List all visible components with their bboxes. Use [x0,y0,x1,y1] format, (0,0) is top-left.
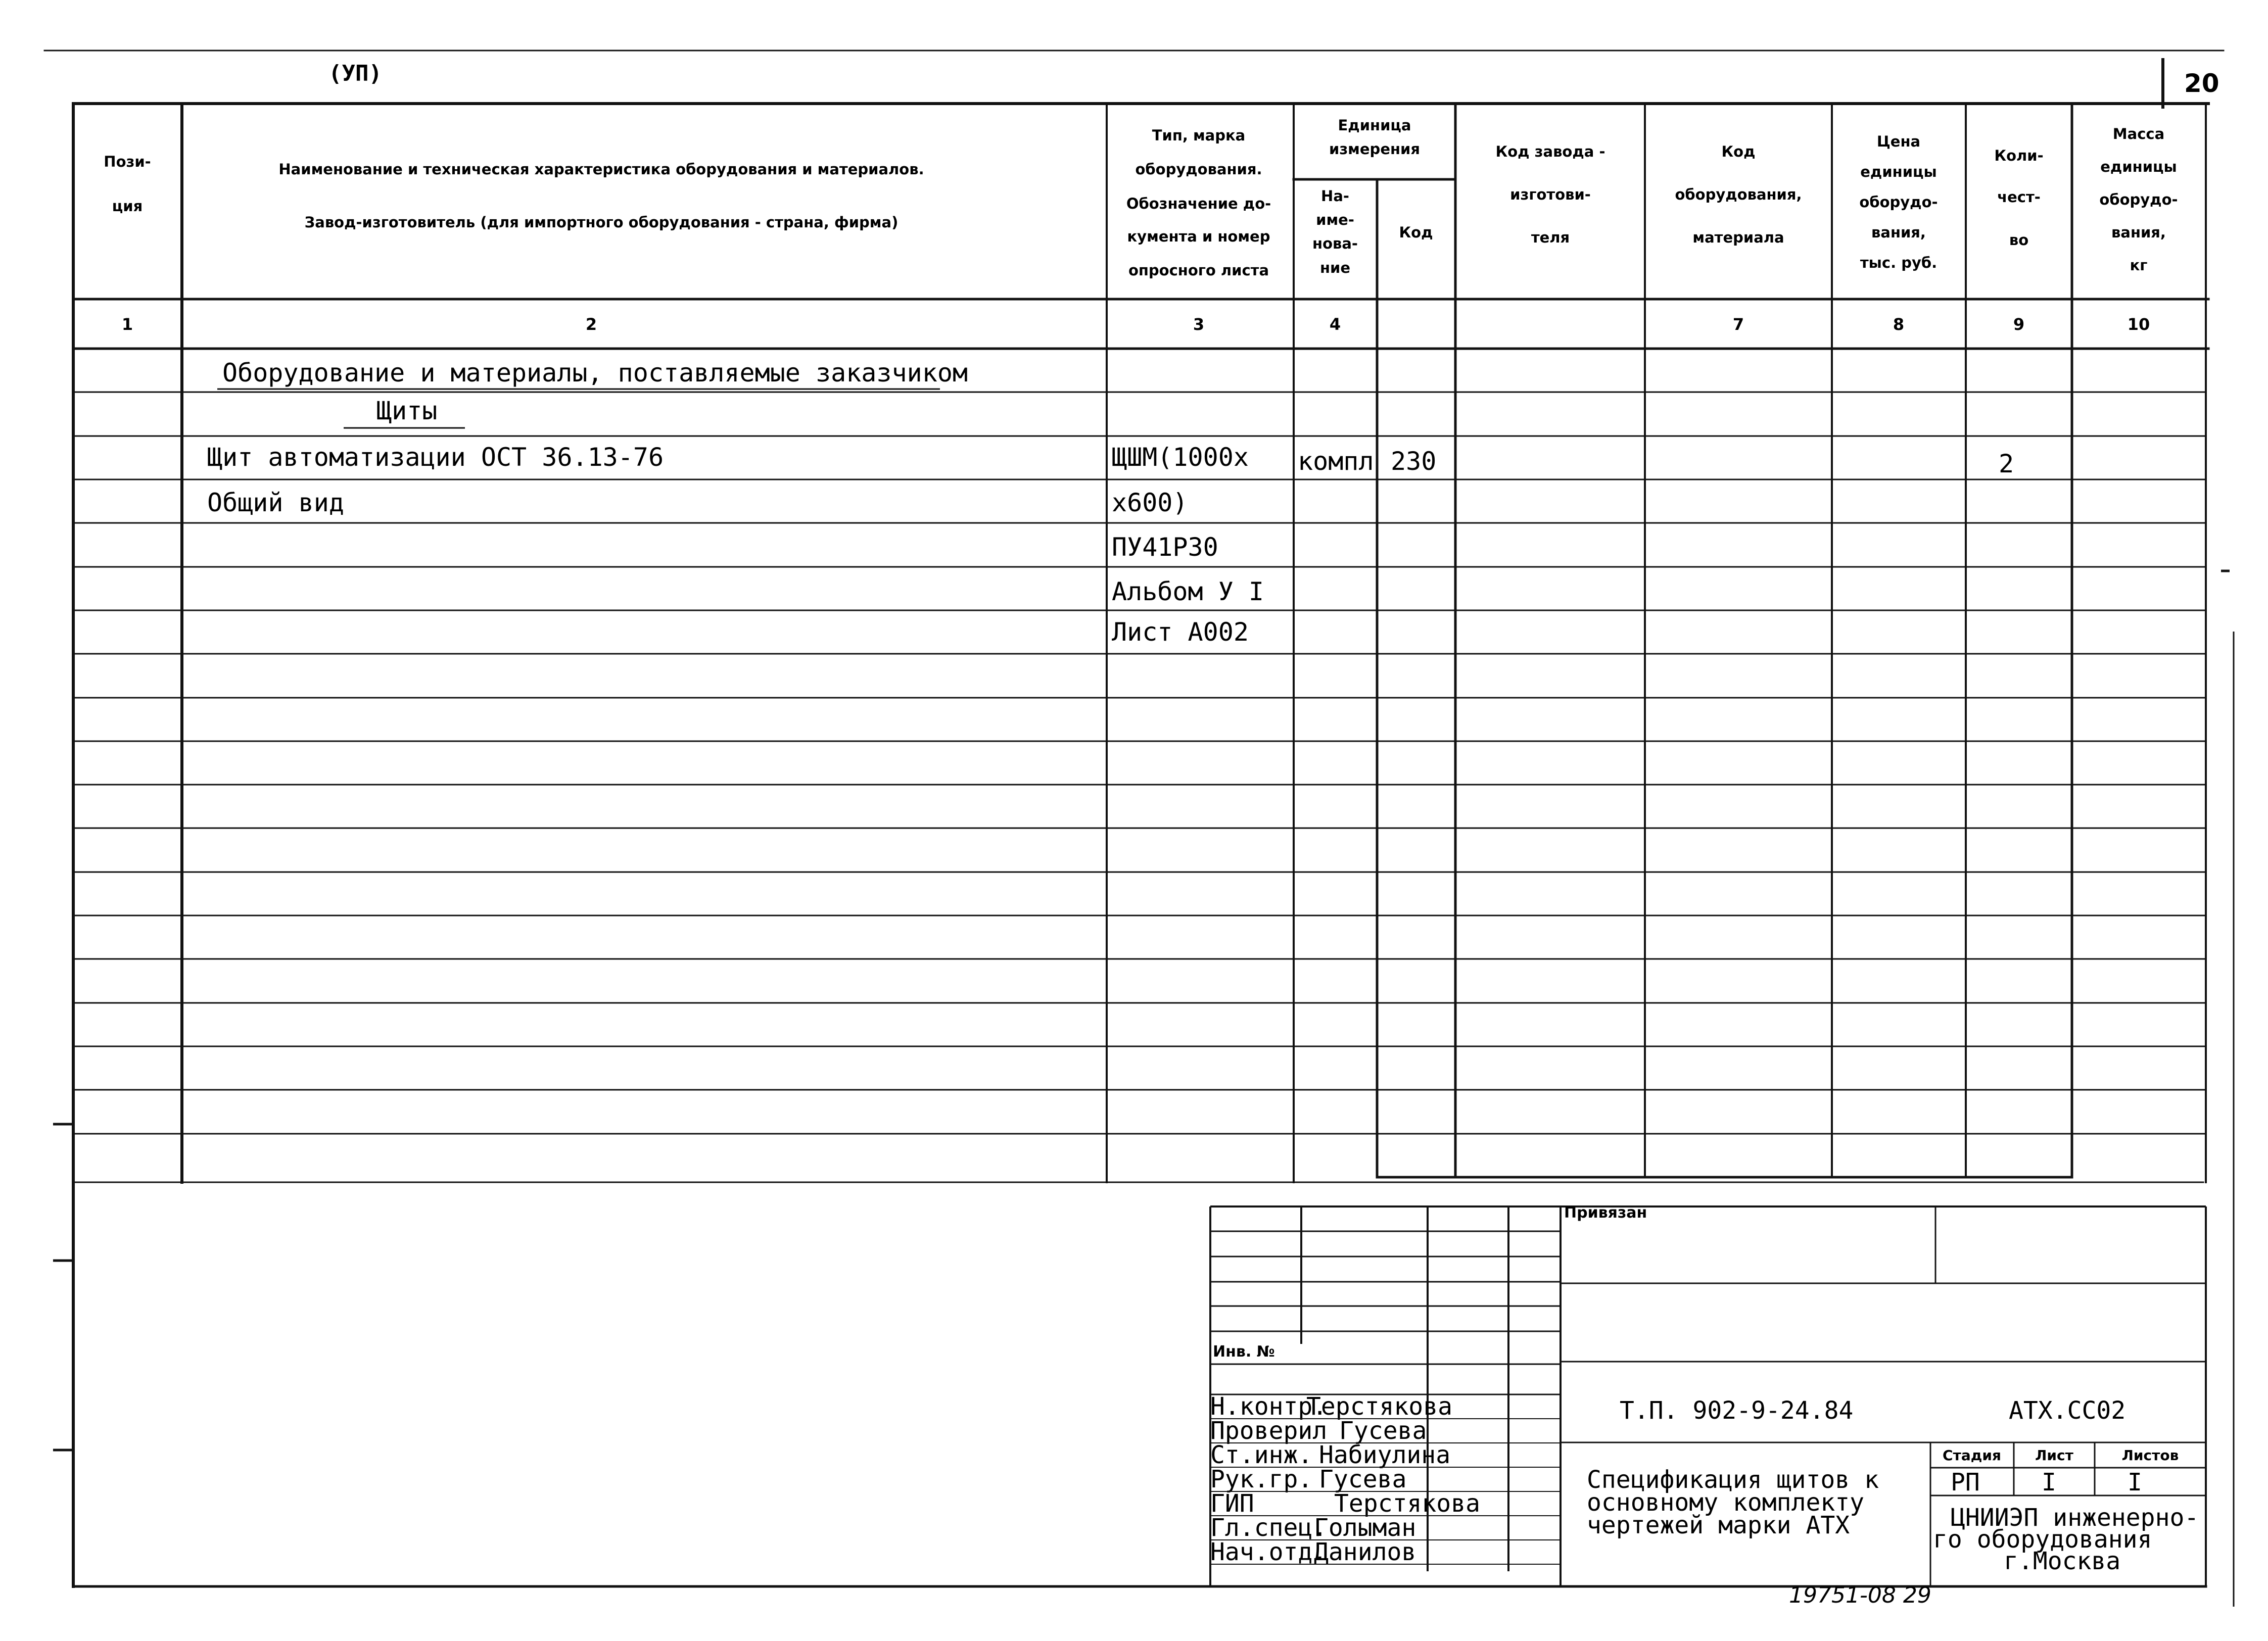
privyazan-label: Привязан [1564,1204,1647,1222]
header-maker-code: Код завода - [1495,143,1605,160]
column-number: 2 [585,315,597,334]
header-mass: оборудо- [2099,191,2178,208]
table-header [104,117,2178,279]
organization-line: г.Москва [2004,1547,2121,1575]
signature-role: Нач.отд. [1210,1538,1328,1566]
header-mass: Масса [2112,125,2165,142]
document-title-line: основному комплекту [1587,1488,1865,1517]
header-quantity: чест- [1997,188,2041,206]
header-price: тыс. руб. [1860,254,1938,271]
column-number: 7 [1732,315,1744,334]
organization-line: ЦНИИЭП инженерно- [1951,1504,2199,1532]
column-number: 8 [1893,315,1905,334]
item-unit-code: 230 [1391,447,1437,476]
column-number: 4 [1329,315,1341,334]
inventory-number-label: Инв. № [1213,1343,1275,1361]
header-equipment-code: оборудования, [1675,186,1802,203]
item-unit: компл [1298,447,1374,476]
header-type: опросного листа [1128,262,1269,279]
table-body [207,358,2014,647]
header-unit-name: На- [1321,187,1349,205]
header-maker-code: теля [1531,229,1570,246]
document-title-line: чертежей марки АТХ [1587,1511,1850,1539]
signature-name: Данилов [1314,1538,1416,1566]
document-number: Т.П. 902-9-24.84 [1620,1396,1854,1425]
header-mass: единицы [2100,158,2177,175]
signature-role: ГИП [1210,1489,1254,1518]
sheet-value: I [2042,1468,2056,1497]
column-number: 1 [121,315,133,334]
header-type: Тип, марка [1152,127,1246,144]
header-name: Наименование и техническая характеристика оборудования и материалов. [278,161,924,178]
header-quantity: Коли- [1994,147,2044,164]
header-unit-code: Код [1399,224,1433,241]
signature-name: Гусева [1339,1417,1427,1445]
signature-role: Н.контр. [1210,1392,1328,1421]
header-type: Обозначение до- [1126,195,1271,212]
header-type: кумента и номер [1127,228,1270,245]
signature-name: Гусева [1319,1465,1407,1493]
item-type: ПУ41Р30 [1112,533,1218,562]
section-heading: Оборудование и материалы, поставляемые заказчиком [222,358,968,388]
column-number-row [122,315,2150,334]
header-unit-name: ние [1319,259,1351,276]
header-price: вания, [1871,224,1926,241]
document-title-line: Спецификация щитов к [1587,1466,1879,1494]
header-equipment-code: Код [1721,143,1756,160]
header-position: ция [112,198,143,215]
signature-role: Ст.инж. [1210,1441,1313,1469]
header-type: оборудования. [1135,161,1262,178]
item-type: ЩШМ(1000х [1112,443,1249,472]
subsection-heading: Щиты [376,396,438,425]
page-number: 20 [2184,69,2219,98]
column-number: 9 [2013,315,2025,334]
column-number: 3 [1193,315,1205,334]
title-block [1210,1204,2206,1586]
signature-name: Набиулина [1319,1441,1451,1469]
archive-number: 19751-08 29 [1789,1582,1931,1608]
header-maker-code: изготови- [1510,186,1591,203]
header-name: Завод-изготовитель (для импортного оборудования - страна, фирма) [304,214,899,231]
signature-role: Проверил [1210,1417,1328,1445]
column-number: 10 [2127,315,2150,334]
item-type: Альбом У I [1112,577,1264,606]
header-unit-name: име- [1316,211,1354,228]
sheets-value: I [2128,1468,2142,1497]
item-type: х600) [1112,488,1188,517]
header-unit-name: нова- [1312,235,1358,252]
document-code: АТХ.СС02 [2009,1396,2126,1425]
page-code: (УП) [328,61,382,86]
header-price: единицы [1860,163,1937,180]
header-unit: Единица [1338,117,1411,134]
header-mass: кг [2130,257,2148,274]
stage-value: РП [1951,1468,1980,1497]
header-quantity: во [2009,231,2029,249]
organization-line: го оборудования [1933,1525,2152,1554]
signature-name: Терстякова [1306,1392,1452,1421]
item-type: Лист А002 [1112,617,1249,647]
header-price: Цена [1876,133,1921,150]
signature-role: Гл.спец. [1210,1514,1328,1542]
header-unit: измерения [1329,140,1420,158]
signature-name: Голыман [1314,1514,1416,1542]
header-equipment-code: материала [1692,229,1784,246]
signature-name: Терстякова [1334,1489,1480,1518]
sheets-label: Листов [2121,1447,2179,1464]
item-name: Общий вид [207,488,344,517]
header-price: оборудо- [1859,194,1938,211]
stage-label: Стадия [1943,1447,2001,1464]
header-mass: вания, [2111,224,2166,241]
signature-role: Рук.гр. [1210,1465,1313,1493]
sheet-label: Лист [2035,1447,2073,1464]
item-quantity: 2 [1999,449,2014,478]
item-name: Щит автоматизации ОСТ 36.13-76 [207,443,664,472]
header-position: Пози- [104,153,151,170]
